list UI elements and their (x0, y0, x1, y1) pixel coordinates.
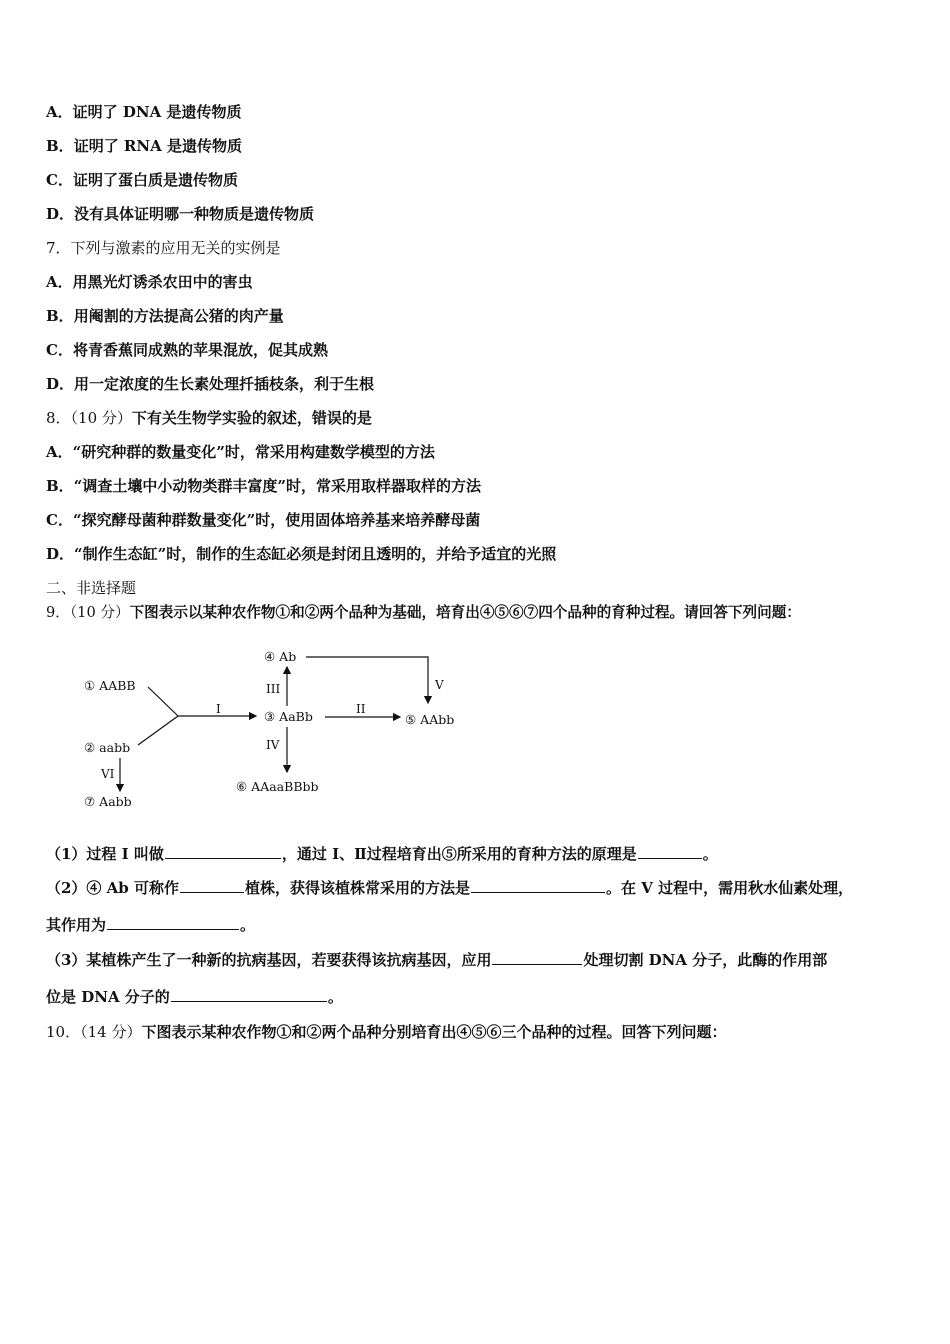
q6-option-c: C．证明了蛋白质是遗传物质 (46, 171, 238, 189)
label-step5: V (435, 678, 444, 692)
label-step2: II (356, 702, 366, 716)
node-6: ⑥ AAaaBBbb (236, 779, 319, 794)
q9-part2-cont: 其作用为 。 (46, 916, 256, 934)
q9-part2: （2）④ Ab 可称作 植株，获得该植株常采用的方法是 。在 V 过程中，需用秋水仙素处理， (46, 879, 854, 897)
q6-option-b: B．证明了 RNA 是遗传物质 (46, 137, 242, 155)
q9-part1: （1）过程 I 叫做 ，通过 I、Ⅱ过程培育出⑤所采用的育种方法的原理是 。 (46, 845, 718, 863)
answer-blank[interactable] (492, 949, 582, 965)
q8-option-a: A．“研究种群的数量变化”时，常采用构建数学模型的方法 (46, 443, 435, 461)
label-step3: III (266, 682, 281, 696)
label-step4: IV (266, 738, 280, 752)
q8-option-c: C．“探究酵母菌种群数量变化”时，使用固体培养基来培养酵母菌 (46, 511, 481, 529)
label-step6: VI (101, 767, 115, 781)
node-3: ③ AaBb (264, 709, 313, 724)
answer-blank[interactable] (107, 914, 239, 930)
q6-option-a: A．证明了 DNA 是遗传物质 (46, 103, 242, 121)
node-7: ⑦ Aabb (84, 794, 132, 809)
q10-stem: 10．（14 分）下图表示某种农作物①和②两个品种分别培育出④⑤⑥三个品种的过程。回答下列问题： (46, 1023, 727, 1041)
q8-option-b: B．“调查土壤中小动物类群丰富度”时，常采用取样器取样的方法 (46, 477, 481, 495)
q7-option-c: C．将青香蕉同成熟的苹果混放，促其成熟 (46, 341, 328, 359)
q6-option-d: D．没有具体证明哪一种物质是遗传物质 (46, 205, 315, 223)
node-2: ② aabb (84, 740, 131, 755)
q8-stem: 8．（10 分）下有关生物学实验的叙述，错误的是 (46, 409, 372, 427)
q7-option-a: A．用黑光灯诱杀农田中的害虫 (46, 273, 253, 291)
q9-part3: （3）某植株产生了一种新的抗病基因，若要获得该抗病基因，应用 处理切割 DNA 分子，此酶的作用部 (46, 951, 828, 969)
label-step1: I (216, 702, 221, 716)
answer-blank[interactable] (180, 877, 244, 893)
answer-blank[interactable] (471, 877, 605, 893)
breeding-diagram (70, 645, 490, 815)
node-1: ① AABB (84, 678, 136, 693)
edge-2-merge (138, 716, 178, 745)
q7-stem: 7．下列与激素的应用无关的实例是 (46, 239, 281, 257)
answer-blank[interactable] (171, 986, 327, 1002)
q7-option-d: D．用一定浓度的生长素处理扦插枝条，利于生根 (46, 375, 375, 393)
answer-blank[interactable] (638, 843, 702, 859)
edge-step5 (306, 657, 428, 703)
q8-option-d: D．“制作生态缸”时，制作的生态缸必须是封闭且透明的，并给予适宜的光照 (46, 545, 557, 563)
q9-stem: 9．（10 分）下图表示以某种农作物①和②两个品种为基础，培育出④⑤⑥⑦四个品种的育种过程。请回答下列问题： (46, 604, 801, 621)
q9-part3-cont: 位是 DNA 分子的 。 (46, 988, 343, 1006)
q7-option-b: B．用阉割的方法提高公猪的肉产量 (46, 307, 284, 325)
node-5: ⑤ AAbb (405, 712, 455, 727)
node-4: ④ Ab (264, 649, 297, 664)
answer-blank[interactable] (165, 843, 281, 859)
edge-1-merge (148, 687, 178, 716)
section-heading: 二、非选择题 (46, 579, 137, 597)
